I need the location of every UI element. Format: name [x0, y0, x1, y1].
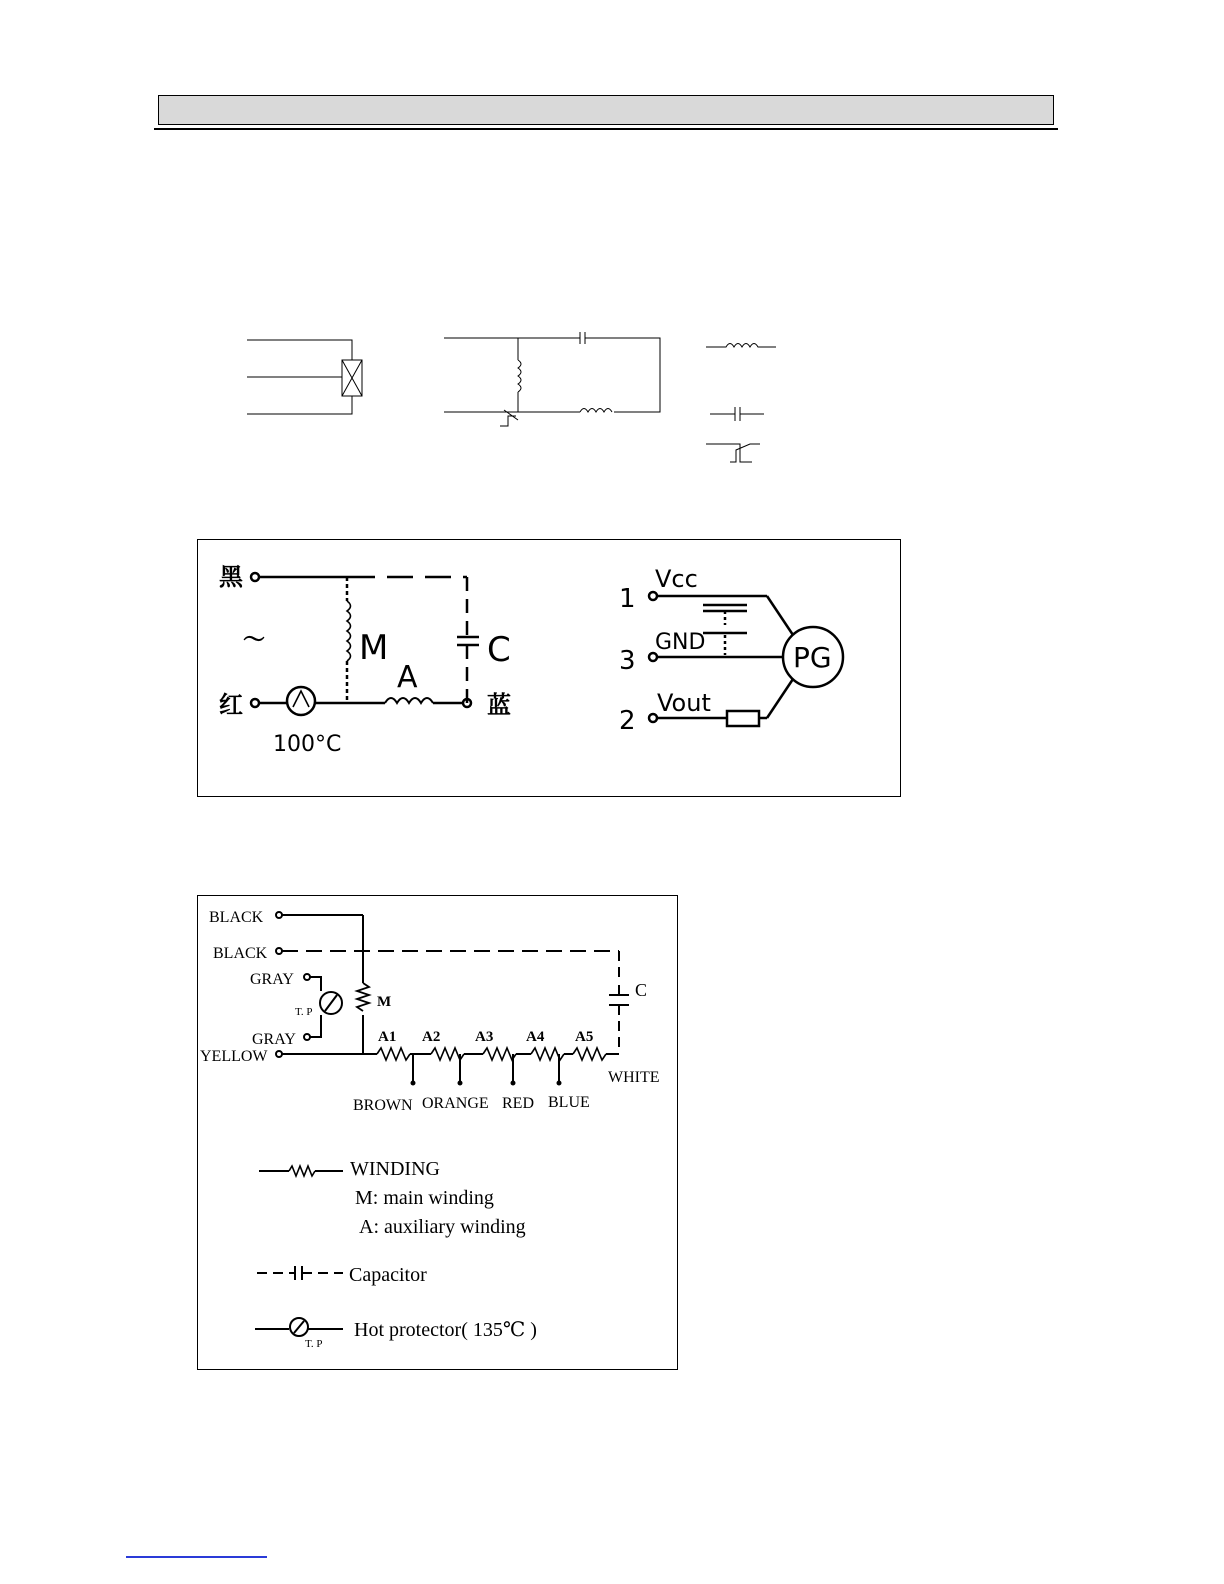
tap-a2-label: A2 [422, 1029, 441, 1045]
fan-motor-circuit [197, 539, 901, 797]
wire-gray-2-label: GRAY [252, 1031, 296, 1048]
legend-capacitor-label: Capacitor [349, 1264, 427, 1286]
pin-3-number: 3 [619, 646, 636, 676]
legend-hot-protector-label: Hot protector( 135℃ ) [354, 1319, 537, 1341]
legend-aux-winding-label: A: auxiliary winding [359, 1216, 526, 1238]
main-winding-label: M [359, 628, 389, 668]
wire-black-1-label: BLACK [209, 909, 264, 926]
top-schematics [0, 0, 1224, 520]
tap-a4-label: A4 [526, 1029, 545, 1045]
legend-tp-label: T. P [305, 1338, 323, 1350]
wire-black-2-label: BLACK [213, 945, 268, 962]
tap-a1-label: A1 [378, 1029, 397, 1045]
motor-schematic [444, 332, 660, 426]
terminal-blue-label: 蓝 [487, 691, 511, 719]
pin-1-label: Vcc [655, 565, 698, 593]
capacitor-c-label: C [635, 980, 648, 1000]
pin-1-number: 1 [619, 584, 636, 614]
ac-symbol: ～ [243, 628, 266, 653]
tp-label: T. P [295, 1006, 313, 1018]
main-winding-m-label: M [377, 994, 392, 1010]
symbol-legend [706, 344, 776, 463]
wire-gray-1-label: GRAY [250, 971, 294, 988]
wire-orange-label: ORANGE [422, 1095, 489, 1112]
wire-red-label: RED [502, 1095, 534, 1112]
wire-white-label: WHITE [608, 1069, 660, 1086]
wire-blue-label: BLUE [548, 1094, 590, 1111]
wire-brown-label: BROWN [353, 1097, 413, 1114]
relay-box-schematic [247, 340, 362, 414]
pg-label: PG [793, 641, 832, 674]
pin-2-label: Vout [657, 689, 711, 717]
pin-2-number: 2 [619, 706, 636, 736]
motor-wiring-diagram [197, 895, 678, 1370]
aux-winding-label: A [397, 660, 418, 695]
protector-temp-label: 100°C [273, 732, 342, 757]
wire-yellow-label: YELLOW [200, 1048, 268, 1065]
tap-a3-label: A3 [475, 1029, 494, 1045]
pin-3-label: GND [655, 630, 706, 655]
terminal-black-label: 黑 [219, 563, 243, 591]
legend-main-winding-label: M: main winding [355, 1187, 494, 1209]
tap-a5-label: A5 [575, 1029, 594, 1045]
capacitor-label: C [487, 630, 511, 670]
terminal-red-label: 红 [219, 691, 243, 719]
footer-link[interactable] [126, 1556, 267, 1558]
legend-winding-label: WINDING [350, 1158, 440, 1180]
